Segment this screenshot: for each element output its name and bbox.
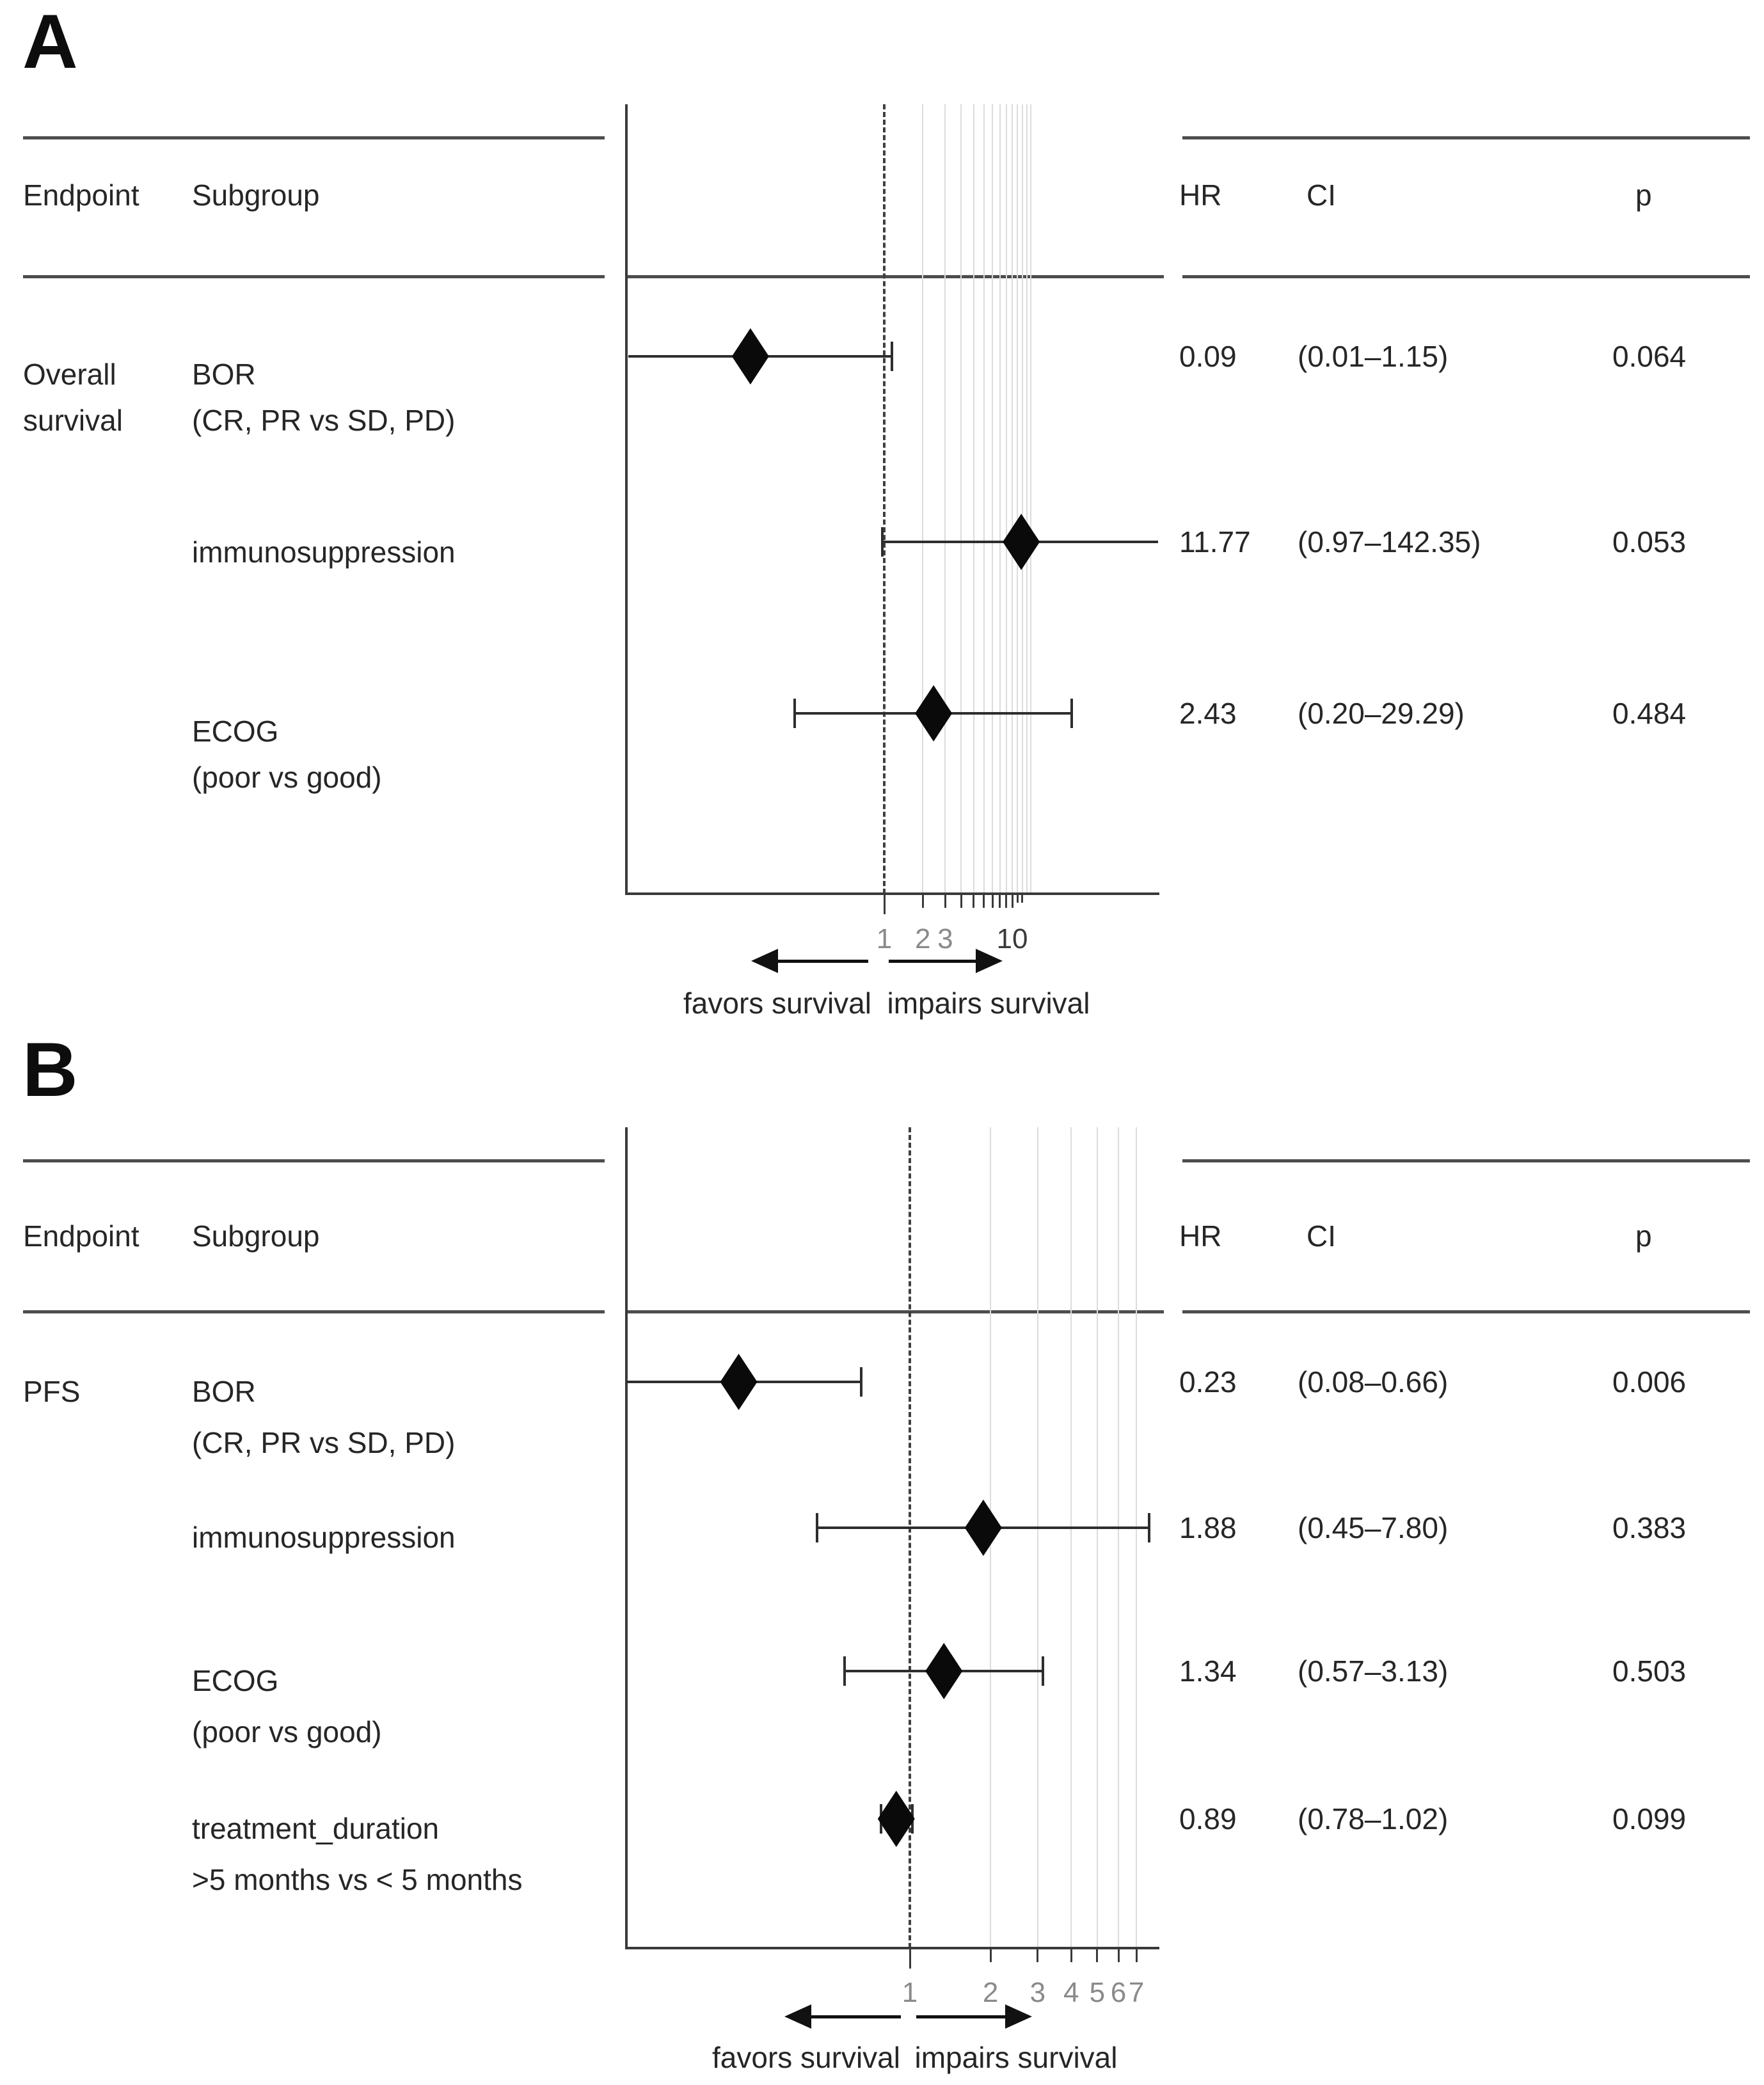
impairs-arrow-line bbox=[889, 960, 981, 963]
diamond-marker bbox=[915, 685, 952, 741]
panel-label: A bbox=[22, 0, 78, 84]
p-column-header: p bbox=[1635, 178, 1652, 212]
axis-tick-label: 2 bbox=[982, 1977, 999, 2008]
endpoint-column-header: Endpoint bbox=[23, 178, 139, 212]
ci-value: (0.45–7.80) bbox=[1298, 1511, 1449, 1544]
axis-tick bbox=[944, 895, 946, 908]
axis-tick bbox=[1012, 895, 1013, 908]
subgroup-label: BOR bbox=[192, 1375, 256, 1408]
ci-value: (0.20–29.29) bbox=[1298, 697, 1465, 730]
header-rule-segment bbox=[23, 275, 605, 278]
favors-survival-label: favors survival bbox=[683, 987, 871, 1020]
p-value: 0.383 bbox=[1612, 1511, 1687, 1544]
subgroup-label: ECOG bbox=[192, 1664, 279, 1697]
p-value: 0.484 bbox=[1612, 697, 1687, 730]
ci-cap-left bbox=[881, 527, 884, 557]
ci-cap-right bbox=[891, 342, 893, 371]
axis-tick bbox=[1017, 895, 1019, 903]
gridline bbox=[1017, 104, 1018, 894]
impairs-arrow-line bbox=[916, 2015, 1010, 2018]
endpoint-label: Overall bbox=[23, 358, 116, 391]
ci-cap-right bbox=[1070, 699, 1073, 728]
gridline bbox=[1030, 104, 1031, 894]
axis-tick bbox=[1118, 1949, 1120, 1962]
axis-tick bbox=[1005, 895, 1007, 908]
axis-tick bbox=[999, 895, 1001, 908]
hr-value: 2.43 bbox=[1179, 697, 1237, 730]
hr-column-header: HR bbox=[1179, 1219, 1222, 1253]
ci-cap-left bbox=[816, 1513, 818, 1542]
diamond-marker bbox=[732, 328, 769, 384]
gridline bbox=[960, 104, 962, 894]
axis-tick bbox=[1136, 1949, 1138, 1962]
subgroup-column-header: Subgroup bbox=[192, 178, 320, 212]
axis-tick-label: 3 bbox=[937, 923, 953, 955]
plot-left-axis bbox=[625, 104, 628, 894]
diamond-marker bbox=[1003, 514, 1040, 570]
axis-tick bbox=[992, 895, 994, 908]
plot-left-axis bbox=[625, 1127, 628, 1948]
endpoint-label: survival bbox=[23, 404, 123, 437]
gridline bbox=[1006, 104, 1007, 894]
gridline bbox=[983, 104, 985, 894]
hr-value: 11.77 bbox=[1179, 525, 1251, 559]
subgroup-label: immunosuppression bbox=[192, 1521, 456, 1554]
impairs-survival-label: impairs survival bbox=[887, 987, 1090, 1020]
axis-tick-label: 7 bbox=[1128, 1977, 1145, 2008]
reference-line bbox=[883, 104, 886, 894]
subgroup-label: BOR bbox=[192, 358, 256, 391]
ci-value: (0.78–1.02) bbox=[1298, 1802, 1449, 1835]
axis-tick bbox=[1096, 1949, 1098, 1962]
ci-value: (0.57–3.13) bbox=[1298, 1654, 1449, 1688]
gridline bbox=[1136, 1127, 1137, 1948]
axis-tick bbox=[922, 895, 924, 908]
axis-tick bbox=[1037, 1949, 1038, 1962]
subgroup-label: >5 months vs < 5 months bbox=[192, 1863, 523, 1896]
hr-column-header: HR bbox=[1179, 178, 1222, 212]
axis-tick-label: 1 bbox=[902, 1977, 918, 2008]
impairs-arrow-head bbox=[976, 949, 1003, 973]
ci-cap-left bbox=[843, 1656, 846, 1686]
gridline bbox=[922, 104, 923, 894]
ci-value: (0.97–142.35) bbox=[1298, 525, 1481, 559]
p-value: 0.053 bbox=[1612, 525, 1687, 559]
plot-bottom-axis bbox=[625, 1947, 1159, 1949]
hr-value: 0.23 bbox=[1179, 1365, 1237, 1399]
diamond-marker bbox=[925, 1643, 962, 1699]
axis-tick bbox=[1021, 895, 1023, 903]
subgroup-label: (CR, PR vs SD, PD) bbox=[192, 1426, 456, 1459]
ci-cap-right bbox=[1042, 1656, 1044, 1686]
subgroup-label: treatment_duration bbox=[192, 1812, 440, 1845]
header-rule-segment bbox=[1182, 275, 1750, 278]
axis-tick-label: 3 bbox=[1029, 1977, 1046, 2008]
favors-arrow-head bbox=[751, 949, 778, 973]
subgroup-column-header: Subgroup bbox=[192, 1219, 320, 1253]
axis-tick bbox=[983, 895, 985, 908]
panel-label: B bbox=[22, 1027, 78, 1113]
top-rule-segment bbox=[23, 1159, 605, 1162]
gridline bbox=[1026, 104, 1028, 894]
favors-arrow-line bbox=[806, 2015, 901, 2018]
gridline bbox=[1022, 104, 1023, 894]
header-rule-segment bbox=[1182, 1310, 1750, 1313]
subgroup-label: (CR, PR vs SD, PD) bbox=[192, 404, 456, 437]
diamond-marker bbox=[965, 1500, 1002, 1556]
axis-tick bbox=[973, 895, 974, 908]
header-rule-segment bbox=[23, 1310, 605, 1313]
ci-column-header: CI bbox=[1307, 1219, 1336, 1253]
top-rule-segment bbox=[1182, 1159, 1750, 1162]
p-value: 0.006 bbox=[1612, 1365, 1687, 1399]
axis-tick-label: 2 bbox=[914, 923, 931, 955]
hr-value: 0.89 bbox=[1179, 1802, 1237, 1835]
diamond-marker bbox=[720, 1354, 758, 1410]
p-value: 0.064 bbox=[1612, 340, 1687, 373]
axis-tick bbox=[960, 895, 962, 908]
axis-tick bbox=[990, 1949, 992, 1962]
axis-tick bbox=[884, 895, 886, 914]
top-rule-segment bbox=[23, 136, 605, 139]
hr-value: 0.09 bbox=[1179, 340, 1237, 373]
ci-value: (0.01–1.15) bbox=[1298, 340, 1449, 373]
endpoint-label: PFS bbox=[23, 1375, 81, 1408]
favors-arrow-head bbox=[784, 2004, 811, 2029]
top-rule-segment bbox=[1182, 136, 1750, 139]
axis-tick-label: 6 bbox=[1110, 1977, 1127, 2008]
gridline bbox=[992, 104, 993, 894]
gridline bbox=[1037, 1127, 1038, 1948]
ci-cap-left bbox=[793, 699, 796, 728]
gridline bbox=[1097, 1127, 1098, 1948]
gridline bbox=[944, 104, 946, 894]
p-value: 0.099 bbox=[1612, 1802, 1687, 1835]
subgroup-label: (poor vs good) bbox=[192, 1715, 382, 1748]
axis-tick-label: 5 bbox=[1089, 1977, 1106, 2008]
gridline bbox=[1070, 1127, 1072, 1948]
gridline bbox=[1012, 104, 1013, 894]
header-rule-segment bbox=[626, 275, 1164, 278]
subgroup-label: immunosuppression bbox=[192, 535, 456, 569]
hr-value: 1.34 bbox=[1179, 1654, 1237, 1688]
axis-tick-label: 4 bbox=[1063, 1977, 1079, 2008]
favors-survival-label: favors survival bbox=[712, 2041, 900, 2074]
hr-value: 1.88 bbox=[1179, 1511, 1237, 1544]
p-column-header: p bbox=[1635, 1219, 1652, 1253]
axis-tick-label: 1 bbox=[876, 923, 893, 955]
plot-bottom-axis bbox=[625, 892, 1159, 895]
axis-tick bbox=[909, 1949, 911, 1969]
endpoint-column-header: Endpoint bbox=[23, 1219, 139, 1253]
gridline bbox=[999, 104, 1001, 894]
gridline bbox=[1118, 1127, 1119, 1948]
axis-tick-label: 10 bbox=[996, 923, 1028, 955]
impairs-arrow-head bbox=[1005, 2004, 1032, 2029]
subgroup-label: (poor vs good) bbox=[192, 761, 382, 794]
header-rule-segment bbox=[626, 1310, 1164, 1313]
axis-tick bbox=[1070, 1949, 1072, 1962]
p-value: 0.503 bbox=[1612, 1654, 1687, 1688]
favors-arrow-line bbox=[773, 960, 868, 963]
gridline bbox=[973, 104, 974, 894]
subgroup-label: ECOG bbox=[192, 715, 279, 748]
impairs-survival-label: impairs survival bbox=[914, 2041, 1118, 2074]
ci-column-header: CI bbox=[1307, 178, 1336, 212]
ci-cap-right bbox=[1148, 1513, 1150, 1542]
ci-value: (0.08–0.66) bbox=[1298, 1365, 1449, 1399]
ci-cap-right bbox=[860, 1367, 862, 1397]
